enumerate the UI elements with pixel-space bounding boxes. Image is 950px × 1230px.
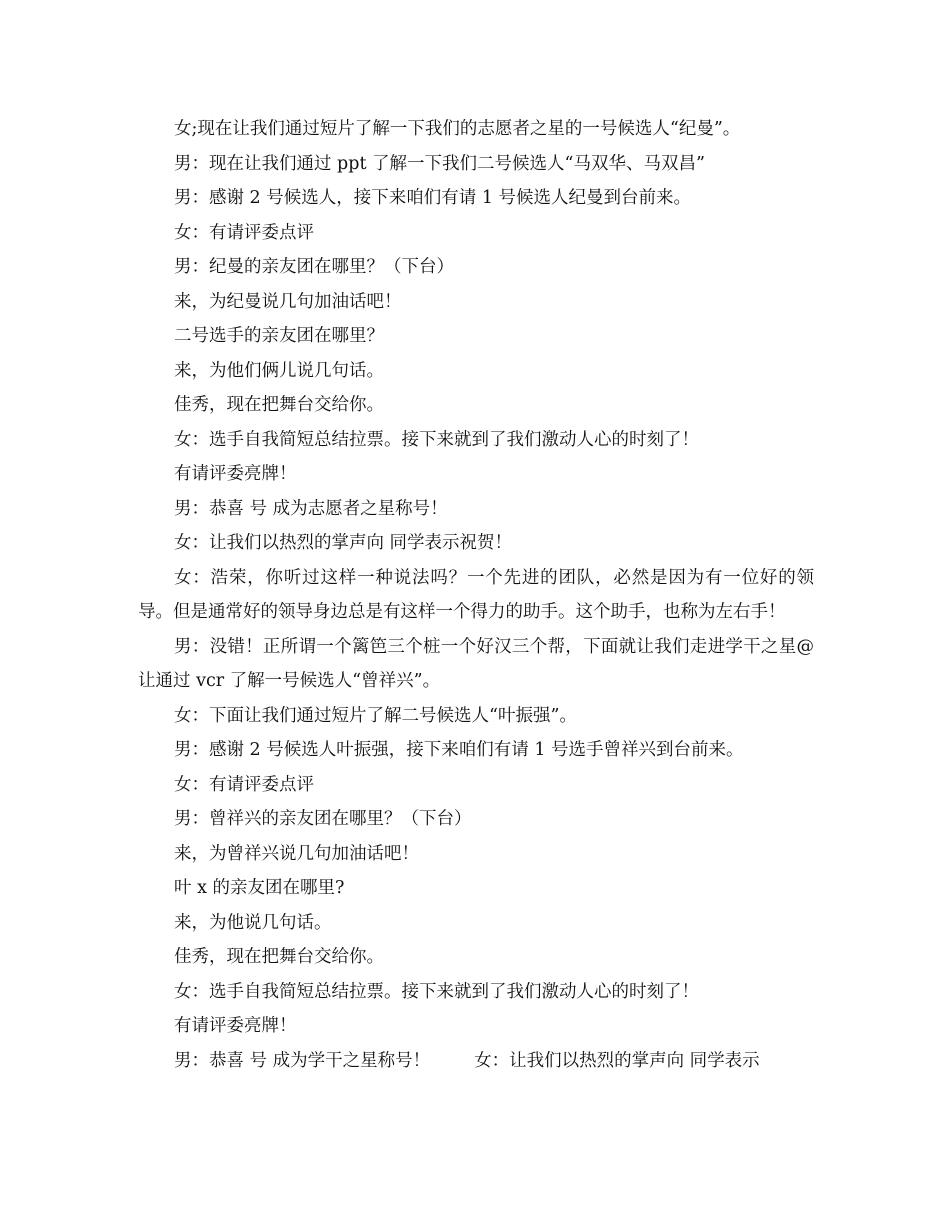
- paragraph: 男：没错！正所谓一个篱笆三个桩一个好汉三个帮，下面就让我们走进学干之星@让通过 vcr 了解一号候选人“曾祥兴”。: [138, 636, 814, 691]
- paragraph: 男：纪曼的亲友团在哪里？（下台）: [174, 257, 454, 277]
- paragraph: 佳秀，现在把舞台交给你。: [174, 947, 384, 967]
- paragraph: 男：恭喜 号 成为志愿者之星称号！: [174, 498, 448, 519]
- last-line-left: 男：恭喜 号 成为学干之星称号！: [174, 1050, 431, 1071]
- paragraph: 女：选手自我简短总结拉票。接下来就到了我们激动人心的时刻了！: [174, 981, 699, 1002]
- paragraph: 女：选手自我简短总结拉票。接下来就到了我们激动人心的时刻了！: [174, 429, 699, 450]
- paragraph: 女;现在让我们通过短片了解一下我们的志愿者之星的一号候选人“纪曼”。: [174, 119, 741, 139]
- paragraph: 来，为他们俩儿说几句话。: [174, 360, 384, 381]
- paragraph-last-line: [138, 1044, 814, 1079]
- paragraph: 有请评委亮牌！: [174, 464, 297, 484]
- paragraph: 来，为他说几句话。: [174, 912, 332, 933]
- paragraph: 男：感谢 2 号候选人叶振强，接下来咱们有请 1 号选手曾祥兴到台前来。: [174, 740, 744, 760]
- paragraph: 女：有请评委点评: [174, 774, 314, 795]
- paragraph: 女：让我们以热烈的掌声向 同学表示祝贺！: [174, 533, 513, 553]
- paragraph: 来，为纪曼说几句加油话吧！: [174, 291, 402, 312]
- paragraph: 女：有请评委点评: [174, 222, 314, 243]
- paragraph: 有请评委亮牌！: [174, 1016, 297, 1036]
- paragraph: 男：现在让我们通过 ppt 了解一下我们二号候选人“马双华、马双昌”: [174, 153, 705, 174]
- paragraph: 来，为曾祥兴说几句加油话吧！: [174, 843, 419, 864]
- paragraph: 叶 x 的亲友团在哪里?: [174, 878, 345, 898]
- last-line-right: 女：让我们以热烈的掌声向 同学表示: [474, 1050, 760, 1071]
- paragraph: 男：感谢 2 号候选人，接下来咱们有请 1 号候选人纪曼到台前来。: [174, 188, 692, 208]
- document-body: [138, 112, 814, 1078]
- paragraph: 佳秀，现在把舞台交给你。: [174, 395, 384, 415]
- paragraph: 女：浩荣，你听过这样一种说法吗？一个先进的团队，必然是因为有一位好的领导。但是通常好的领导身边总是有这样一个得力的助手。这个助手，也称为左右手！: [138, 567, 814, 622]
- paragraph: 二号选手的亲友团在哪里？: [174, 326, 384, 346]
- paragraph: 女：下面让我们通过短片了解二号候选人“叶振强”。: [174, 705, 577, 726]
- paragraph: 男：曾祥兴的亲友团在哪里？（下台）: [174, 809, 472, 829]
